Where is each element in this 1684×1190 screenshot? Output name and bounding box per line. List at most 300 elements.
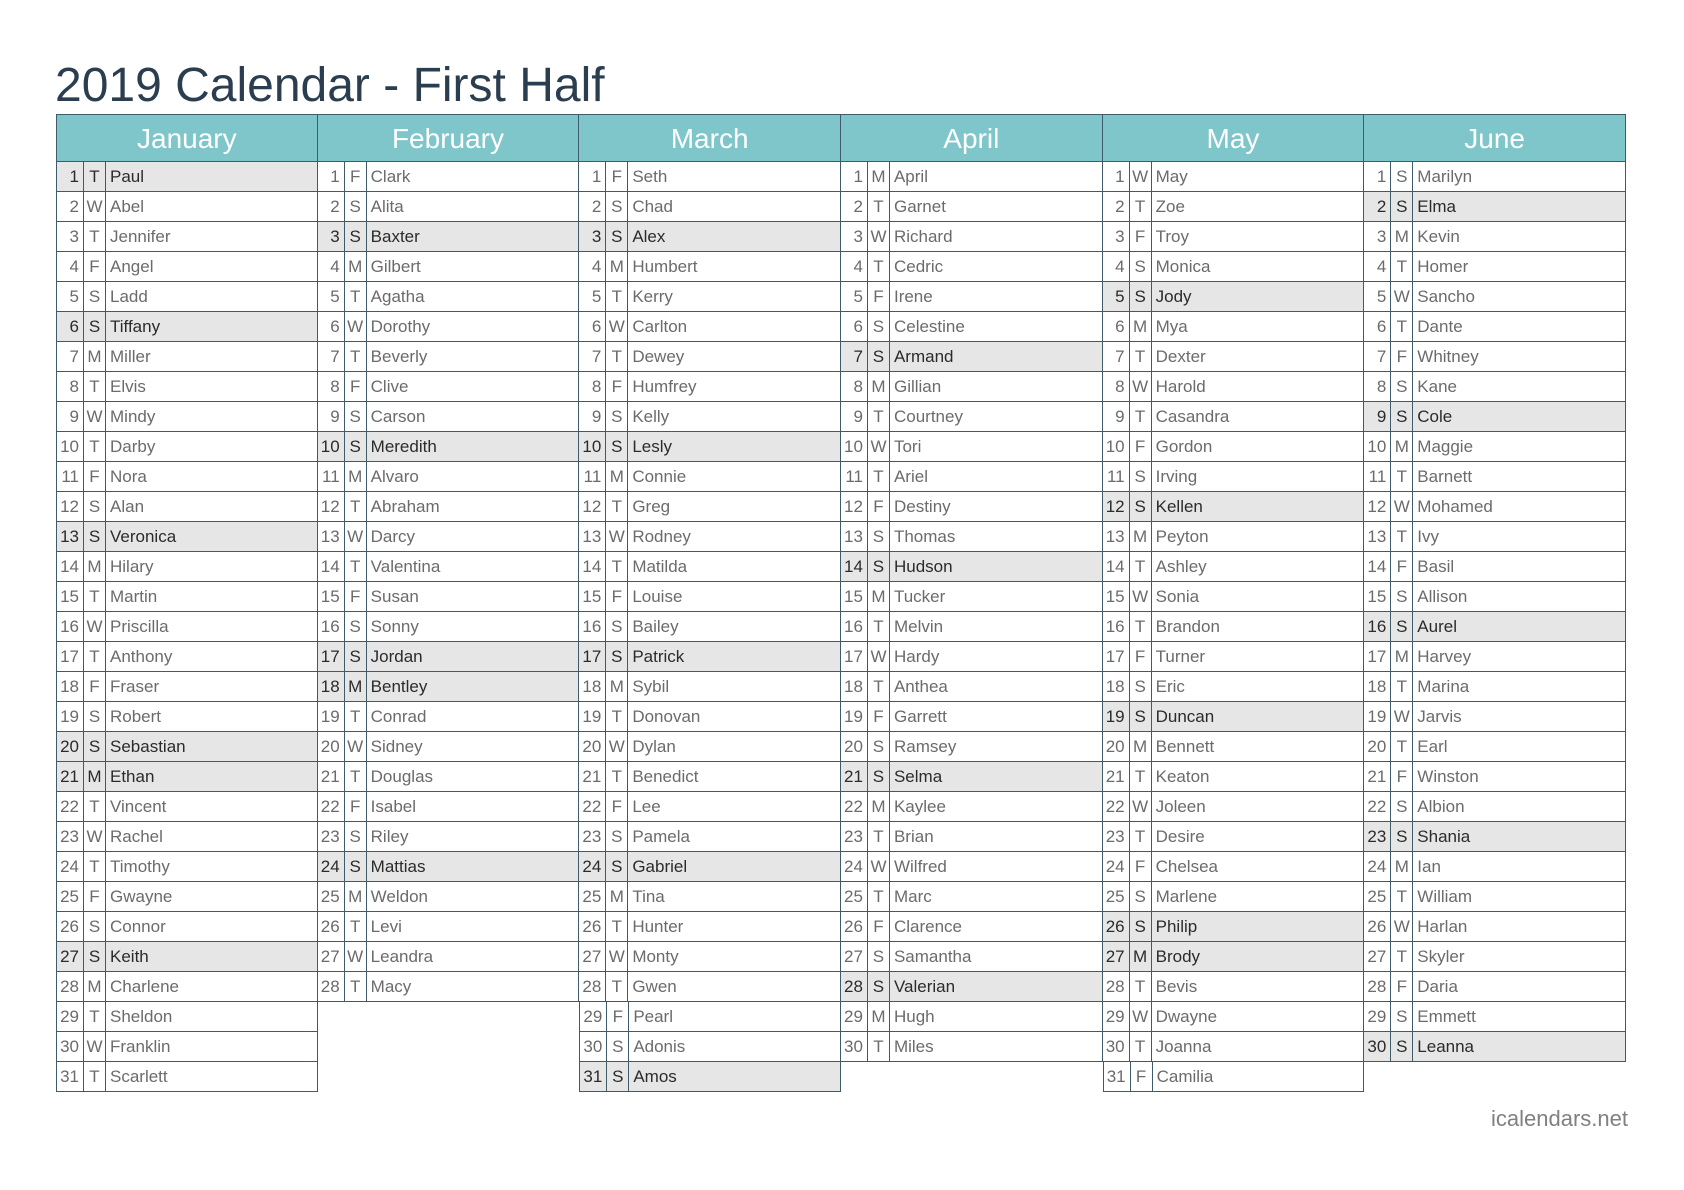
name-day-label: Harold xyxy=(1155,377,1206,396)
month-header: January xyxy=(56,114,318,162)
name-day-label: Charlene xyxy=(110,977,179,996)
day-row xyxy=(579,972,841,1002)
day-row xyxy=(56,402,318,432)
day-number: 11 xyxy=(318,462,345,491)
name-day-label: Desire xyxy=(1155,827,1205,846)
day-number: 18 xyxy=(318,672,345,701)
day-number: 4 xyxy=(1103,252,1130,281)
name-day-label: Rodney xyxy=(632,527,691,546)
weekday-letter: M xyxy=(84,342,106,371)
day-number: 22 xyxy=(318,792,345,821)
weekday-letter: M xyxy=(345,882,367,911)
day-number: 15 xyxy=(579,582,606,611)
day-row xyxy=(1103,792,1365,822)
month-days xyxy=(841,162,1103,1062)
day-number: 22 xyxy=(579,792,606,821)
name-day-label: Fraser xyxy=(110,677,160,696)
name-day-label: Marilyn xyxy=(1417,167,1473,186)
day-number: 12 xyxy=(57,492,84,521)
name-day-label: Connor xyxy=(110,917,166,936)
weekday-letter: F xyxy=(84,462,106,491)
day-row xyxy=(318,312,580,342)
weekday-letter: F xyxy=(84,672,106,701)
day-number: 27 xyxy=(57,942,84,971)
name-day-label: Marlene xyxy=(1155,887,1218,906)
day-number: 14 xyxy=(1103,552,1130,581)
day-number: 8 xyxy=(57,372,84,401)
day-row xyxy=(841,762,1103,792)
name-day-label: Lee xyxy=(632,797,661,816)
day-row xyxy=(318,372,580,402)
day-number: 10 xyxy=(1103,432,1130,461)
month-days xyxy=(56,162,318,1092)
weekday-letter: S xyxy=(1391,372,1413,401)
day-row xyxy=(579,1062,841,1092)
weekday-letter: T xyxy=(606,912,628,941)
name-day-label: Jordan xyxy=(370,647,423,666)
month-header: February xyxy=(318,114,580,162)
weekday-letter: M xyxy=(606,252,628,281)
name-day-label: Marc xyxy=(893,887,932,906)
weekday-letter: S xyxy=(1391,402,1413,431)
name-day-label: Vincent xyxy=(110,797,167,816)
name-day-label: Earl xyxy=(1417,737,1448,756)
weekday-letter: T xyxy=(606,762,628,791)
weekday-letter: S xyxy=(345,402,367,431)
day-row xyxy=(56,852,318,882)
name-day-label: Alex xyxy=(632,227,666,246)
weekday-letter: T xyxy=(1391,312,1413,341)
weekday-letter: S xyxy=(606,402,628,431)
weekday-letter: S xyxy=(345,852,367,881)
name-day-label: Duncan xyxy=(1155,707,1215,726)
name-day-label: Seth xyxy=(632,167,668,186)
name-day-label: Elma xyxy=(1417,197,1457,216)
day-row xyxy=(56,492,318,522)
weekday-letter: W xyxy=(606,312,628,341)
name-day-label: Kelly xyxy=(632,407,670,426)
weekday-letter: S xyxy=(345,642,367,671)
name-day-label: Sheldon xyxy=(110,1007,173,1026)
day-number: 2 xyxy=(57,192,84,221)
name-day-label: Kevin xyxy=(1417,227,1460,246)
day-row xyxy=(1103,402,1365,432)
weekday-letter: S xyxy=(607,1062,629,1091)
day-number: 13 xyxy=(1103,522,1130,551)
name-day-label: Abel xyxy=(110,197,145,216)
weekday-letter: T xyxy=(345,282,367,311)
month-column-may xyxy=(1103,114,1365,1095)
name-day-label: Bevis xyxy=(1155,977,1198,996)
day-number: 31 xyxy=(1104,1062,1131,1091)
day-number: 17 xyxy=(318,642,345,671)
day-number: 20 xyxy=(1364,732,1391,761)
name-day-label: Ramsey xyxy=(893,737,957,756)
weekday-letter: T xyxy=(606,702,628,731)
weekday-letter: T xyxy=(1391,672,1413,701)
day-row xyxy=(841,852,1103,882)
name-day-label: Courtney xyxy=(893,407,963,426)
day-number: 2 xyxy=(1364,192,1391,221)
weekday-letter: S xyxy=(84,492,106,521)
name-day-label: Melvin xyxy=(893,617,944,636)
day-number: 6 xyxy=(841,312,868,341)
weekday-letter: T xyxy=(606,282,628,311)
day-number: 25 xyxy=(579,882,606,911)
weekday-letter: M xyxy=(1391,222,1413,251)
weekday-letter: T xyxy=(84,162,106,191)
day-number: 26 xyxy=(57,912,84,941)
day-row xyxy=(841,522,1103,552)
day-number: 1 xyxy=(1103,162,1130,191)
day-row xyxy=(1364,732,1626,762)
name-day-label: Carlton xyxy=(632,317,688,336)
name-day-label: Meredith xyxy=(370,437,437,456)
day-number: 23 xyxy=(318,822,345,851)
day-row xyxy=(841,192,1103,222)
weekday-letter: T xyxy=(345,702,367,731)
weekday-letter: M xyxy=(345,462,367,491)
day-number: 18 xyxy=(1364,672,1391,701)
weekday-letter: M xyxy=(868,582,890,611)
day-row xyxy=(1364,792,1626,822)
day-row xyxy=(318,942,580,972)
day-row xyxy=(841,432,1103,462)
weekday-letter: S xyxy=(345,192,367,221)
name-day-label: Martin xyxy=(110,587,158,606)
day-number: 5 xyxy=(57,282,84,311)
day-number: 15 xyxy=(318,582,345,611)
day-number: 4 xyxy=(1364,252,1391,281)
name-day-label: Bentley xyxy=(370,677,428,696)
name-day-label: Beverly xyxy=(370,347,428,366)
weekday-letter: M xyxy=(606,672,628,701)
name-day-label: Hilary xyxy=(110,557,154,576)
day-row xyxy=(579,1032,841,1062)
day-row xyxy=(841,342,1103,372)
weekday-letter: M xyxy=(868,162,890,191)
name-day-label: Patrick xyxy=(632,647,685,666)
day-number: 8 xyxy=(1103,372,1130,401)
day-number: 19 xyxy=(841,702,868,731)
day-number: 15 xyxy=(57,582,84,611)
day-number: 3 xyxy=(1103,222,1130,251)
day-number: 3 xyxy=(318,222,345,251)
day-number: 11 xyxy=(1103,462,1130,491)
site-credit: icalendars.net xyxy=(1491,1106,1628,1131)
weekday-letter: M xyxy=(1130,522,1152,551)
day-number: 9 xyxy=(57,402,84,431)
name-day-label: Riley xyxy=(370,827,409,846)
day-number: 26 xyxy=(1364,912,1391,941)
name-day-label: Donovan xyxy=(632,707,701,726)
day-number: 15 xyxy=(1364,582,1391,611)
name-day-label: Armand xyxy=(893,347,954,366)
month-header: May xyxy=(1103,114,1365,162)
day-number: 16 xyxy=(1364,612,1391,641)
weekday-letter: T xyxy=(1130,612,1152,641)
day-number: 9 xyxy=(841,402,868,431)
day-number: 4 xyxy=(579,252,606,281)
name-day-label: Conrad xyxy=(370,707,427,726)
weekday-letter: F xyxy=(1130,432,1152,461)
name-day-label: Shania xyxy=(1417,827,1471,846)
weekday-letter: T xyxy=(868,822,890,851)
day-number: 21 xyxy=(1364,762,1391,791)
month-column-february xyxy=(318,114,580,1095)
day-number: 11 xyxy=(57,462,84,491)
name-day-label: Amos xyxy=(633,1067,677,1086)
name-day-label: Dante xyxy=(1417,317,1463,336)
day-row xyxy=(1103,282,1365,312)
name-day-label: May xyxy=(1155,167,1188,186)
day-row xyxy=(56,762,318,792)
month-days xyxy=(579,162,841,1092)
day-number: 9 xyxy=(579,402,606,431)
name-day-label: Sebastian xyxy=(110,737,186,756)
day-row xyxy=(1364,372,1626,402)
weekday-letter: S xyxy=(606,222,628,251)
name-day-label: Pamela xyxy=(632,827,690,846)
day-number: 23 xyxy=(57,822,84,851)
month-column-january xyxy=(56,114,318,1095)
day-number: 25 xyxy=(57,882,84,911)
day-number: 8 xyxy=(318,372,345,401)
name-day-label: Anthea xyxy=(893,677,948,696)
name-day-label: Macy xyxy=(370,977,412,996)
name-day-label: Marina xyxy=(1417,677,1470,696)
day-row xyxy=(318,972,580,1002)
day-row xyxy=(318,252,580,282)
weekday-letter: S xyxy=(84,282,106,311)
day-row xyxy=(841,912,1103,942)
weekday-letter: T xyxy=(84,792,106,821)
day-number: 10 xyxy=(57,432,84,461)
weekday-letter: T xyxy=(868,882,890,911)
day-number: 18 xyxy=(841,672,868,701)
name-day-label: Hardy xyxy=(893,647,940,666)
name-day-label: Ashley xyxy=(1155,557,1207,576)
day-row xyxy=(579,822,841,852)
day-row xyxy=(1103,162,1365,192)
day-row xyxy=(1364,822,1626,852)
name-day-label: Gilbert xyxy=(370,257,421,276)
name-day-label: Homer xyxy=(1417,257,1469,276)
day-row xyxy=(1103,552,1365,582)
weekday-letter: F xyxy=(868,492,890,521)
day-row xyxy=(1364,462,1626,492)
weekday-letter: M xyxy=(606,462,628,491)
day-row xyxy=(1364,402,1626,432)
day-row xyxy=(318,522,580,552)
weekday-letter: M xyxy=(84,552,106,581)
day-row xyxy=(579,462,841,492)
name-day-label: Pearl xyxy=(633,1007,673,1026)
day-row xyxy=(579,552,841,582)
name-day-label: Agatha xyxy=(370,287,425,306)
day-row xyxy=(318,342,580,372)
weekday-letter: W xyxy=(345,312,367,341)
name-day-label: Destiny xyxy=(893,497,951,516)
name-day-label: Robert xyxy=(110,707,162,726)
day-number: 1 xyxy=(57,162,84,191)
day-number: 26 xyxy=(318,912,345,941)
name-day-label: Harlan xyxy=(1417,917,1468,936)
day-row xyxy=(1103,702,1365,732)
weekday-letter: F xyxy=(84,252,106,281)
name-day-label: Tiffany xyxy=(110,317,161,336)
day-row xyxy=(56,912,318,942)
weekday-letter: S xyxy=(345,612,367,641)
month-column-june xyxy=(1364,114,1626,1095)
day-row xyxy=(1103,1032,1365,1062)
day-row xyxy=(56,612,318,642)
weekday-letter: T xyxy=(84,642,106,671)
day-row xyxy=(1103,672,1365,702)
day-row xyxy=(56,732,318,762)
name-day-label: Scarlett xyxy=(110,1067,168,1086)
weekday-letter: W xyxy=(1391,702,1413,731)
name-day-label: Nora xyxy=(110,467,147,486)
day-row xyxy=(579,492,841,522)
name-day-label: Dexter xyxy=(1155,347,1206,366)
day-number: 19 xyxy=(1103,702,1130,731)
weekday-letter: F xyxy=(607,1002,629,1031)
name-day-label: Eric xyxy=(1155,677,1185,696)
weekday-letter: M xyxy=(868,372,890,401)
day-number: 29 xyxy=(1364,1002,1391,1031)
day-row xyxy=(1364,762,1626,792)
day-number: 11 xyxy=(579,462,606,491)
day-number: 8 xyxy=(579,372,606,401)
name-day-label: Brody xyxy=(1155,947,1201,966)
weekday-letter: T xyxy=(1391,252,1413,281)
day-number: 17 xyxy=(1364,642,1391,671)
weekday-letter: T xyxy=(84,1062,106,1091)
day-number: 25 xyxy=(1103,882,1130,911)
name-day-label: Baxter xyxy=(370,227,420,246)
day-row xyxy=(1103,822,1365,852)
day-number: 24 xyxy=(579,852,606,881)
name-day-label: Leanna xyxy=(1417,1037,1475,1056)
day-row xyxy=(579,1002,841,1032)
day-number: 24 xyxy=(318,852,345,881)
weekday-letter: S xyxy=(606,432,628,461)
day-row xyxy=(579,432,841,462)
weekday-letter: M xyxy=(1130,312,1152,341)
weekday-letter: T xyxy=(84,582,106,611)
weekday-letter: S xyxy=(84,942,106,971)
day-number: 20 xyxy=(841,732,868,761)
day-row xyxy=(1103,342,1365,372)
day-row xyxy=(1103,252,1365,282)
weekday-letter: M xyxy=(868,1002,890,1031)
day-number: 8 xyxy=(841,372,868,401)
weekday-letter: M xyxy=(1391,852,1413,881)
weekday-letter: T xyxy=(868,192,890,221)
day-row xyxy=(841,222,1103,252)
day-row xyxy=(1103,222,1365,252)
weekday-letter: S xyxy=(868,972,890,1001)
day-row xyxy=(1103,372,1365,402)
weekday-letter: F xyxy=(1391,342,1413,371)
day-row xyxy=(1364,672,1626,702)
day-row xyxy=(56,702,318,732)
day-number: 13 xyxy=(579,522,606,551)
day-row xyxy=(318,222,580,252)
name-day-label: Cedric xyxy=(893,257,944,276)
weekday-letter: T xyxy=(868,1032,890,1061)
day-number: 2 xyxy=(318,192,345,221)
day-number: 5 xyxy=(318,282,345,311)
name-day-label: Cole xyxy=(1417,407,1453,426)
day-row xyxy=(579,642,841,672)
name-day-label: Clarence xyxy=(893,917,963,936)
weekday-letter: T xyxy=(1391,882,1413,911)
day-number: 10 xyxy=(841,432,868,461)
day-row xyxy=(841,822,1103,852)
day-row xyxy=(579,582,841,612)
weekday-letter: T xyxy=(1130,822,1152,851)
day-row xyxy=(579,762,841,792)
weekday-letter: W xyxy=(345,942,367,971)
name-day-label: Leandra xyxy=(370,947,434,966)
day-row xyxy=(1364,282,1626,312)
day-row xyxy=(1364,582,1626,612)
day-number: 28 xyxy=(1364,972,1391,1001)
name-day-label: Hudson xyxy=(893,557,953,576)
day-number: 31 xyxy=(57,1062,84,1091)
day-row xyxy=(318,732,580,762)
day-number: 3 xyxy=(57,222,84,251)
day-number: 25 xyxy=(318,882,345,911)
weekday-letter: S xyxy=(345,432,367,461)
day-row xyxy=(1364,312,1626,342)
name-day-label: Paul xyxy=(110,167,145,186)
day-row xyxy=(56,792,318,822)
day-number: 19 xyxy=(1364,702,1391,731)
day-number: 27 xyxy=(841,942,868,971)
day-row xyxy=(1364,1002,1626,1032)
weekday-letter: S xyxy=(1130,462,1152,491)
weekday-letter: S xyxy=(1130,492,1152,521)
day-number: 12 xyxy=(579,492,606,521)
name-day-label: Keaton xyxy=(1155,767,1210,786)
day-number: 24 xyxy=(841,852,868,881)
day-number: 21 xyxy=(841,762,868,791)
name-day-label: Irene xyxy=(893,287,933,306)
name-day-label: Hugh xyxy=(893,1007,935,1026)
name-day-label: Whitney xyxy=(1417,347,1479,366)
day-number: 29 xyxy=(1103,1002,1130,1031)
name-day-label: Irving xyxy=(1155,467,1198,486)
weekday-letter: F xyxy=(345,582,367,611)
day-number: 2 xyxy=(579,192,606,221)
weekday-letter: W xyxy=(345,522,367,551)
day-number: 3 xyxy=(579,222,606,251)
day-number: 17 xyxy=(1103,642,1130,671)
month-days xyxy=(1103,162,1365,1092)
day-number: 1 xyxy=(318,162,345,191)
day-row xyxy=(318,702,580,732)
day-row xyxy=(318,912,580,942)
day-row xyxy=(841,462,1103,492)
weekday-letter: S xyxy=(1391,822,1413,851)
weekday-letter: S xyxy=(1130,252,1152,281)
day-row xyxy=(56,162,318,192)
weekday-letter: F xyxy=(868,702,890,731)
day-row xyxy=(841,792,1103,822)
